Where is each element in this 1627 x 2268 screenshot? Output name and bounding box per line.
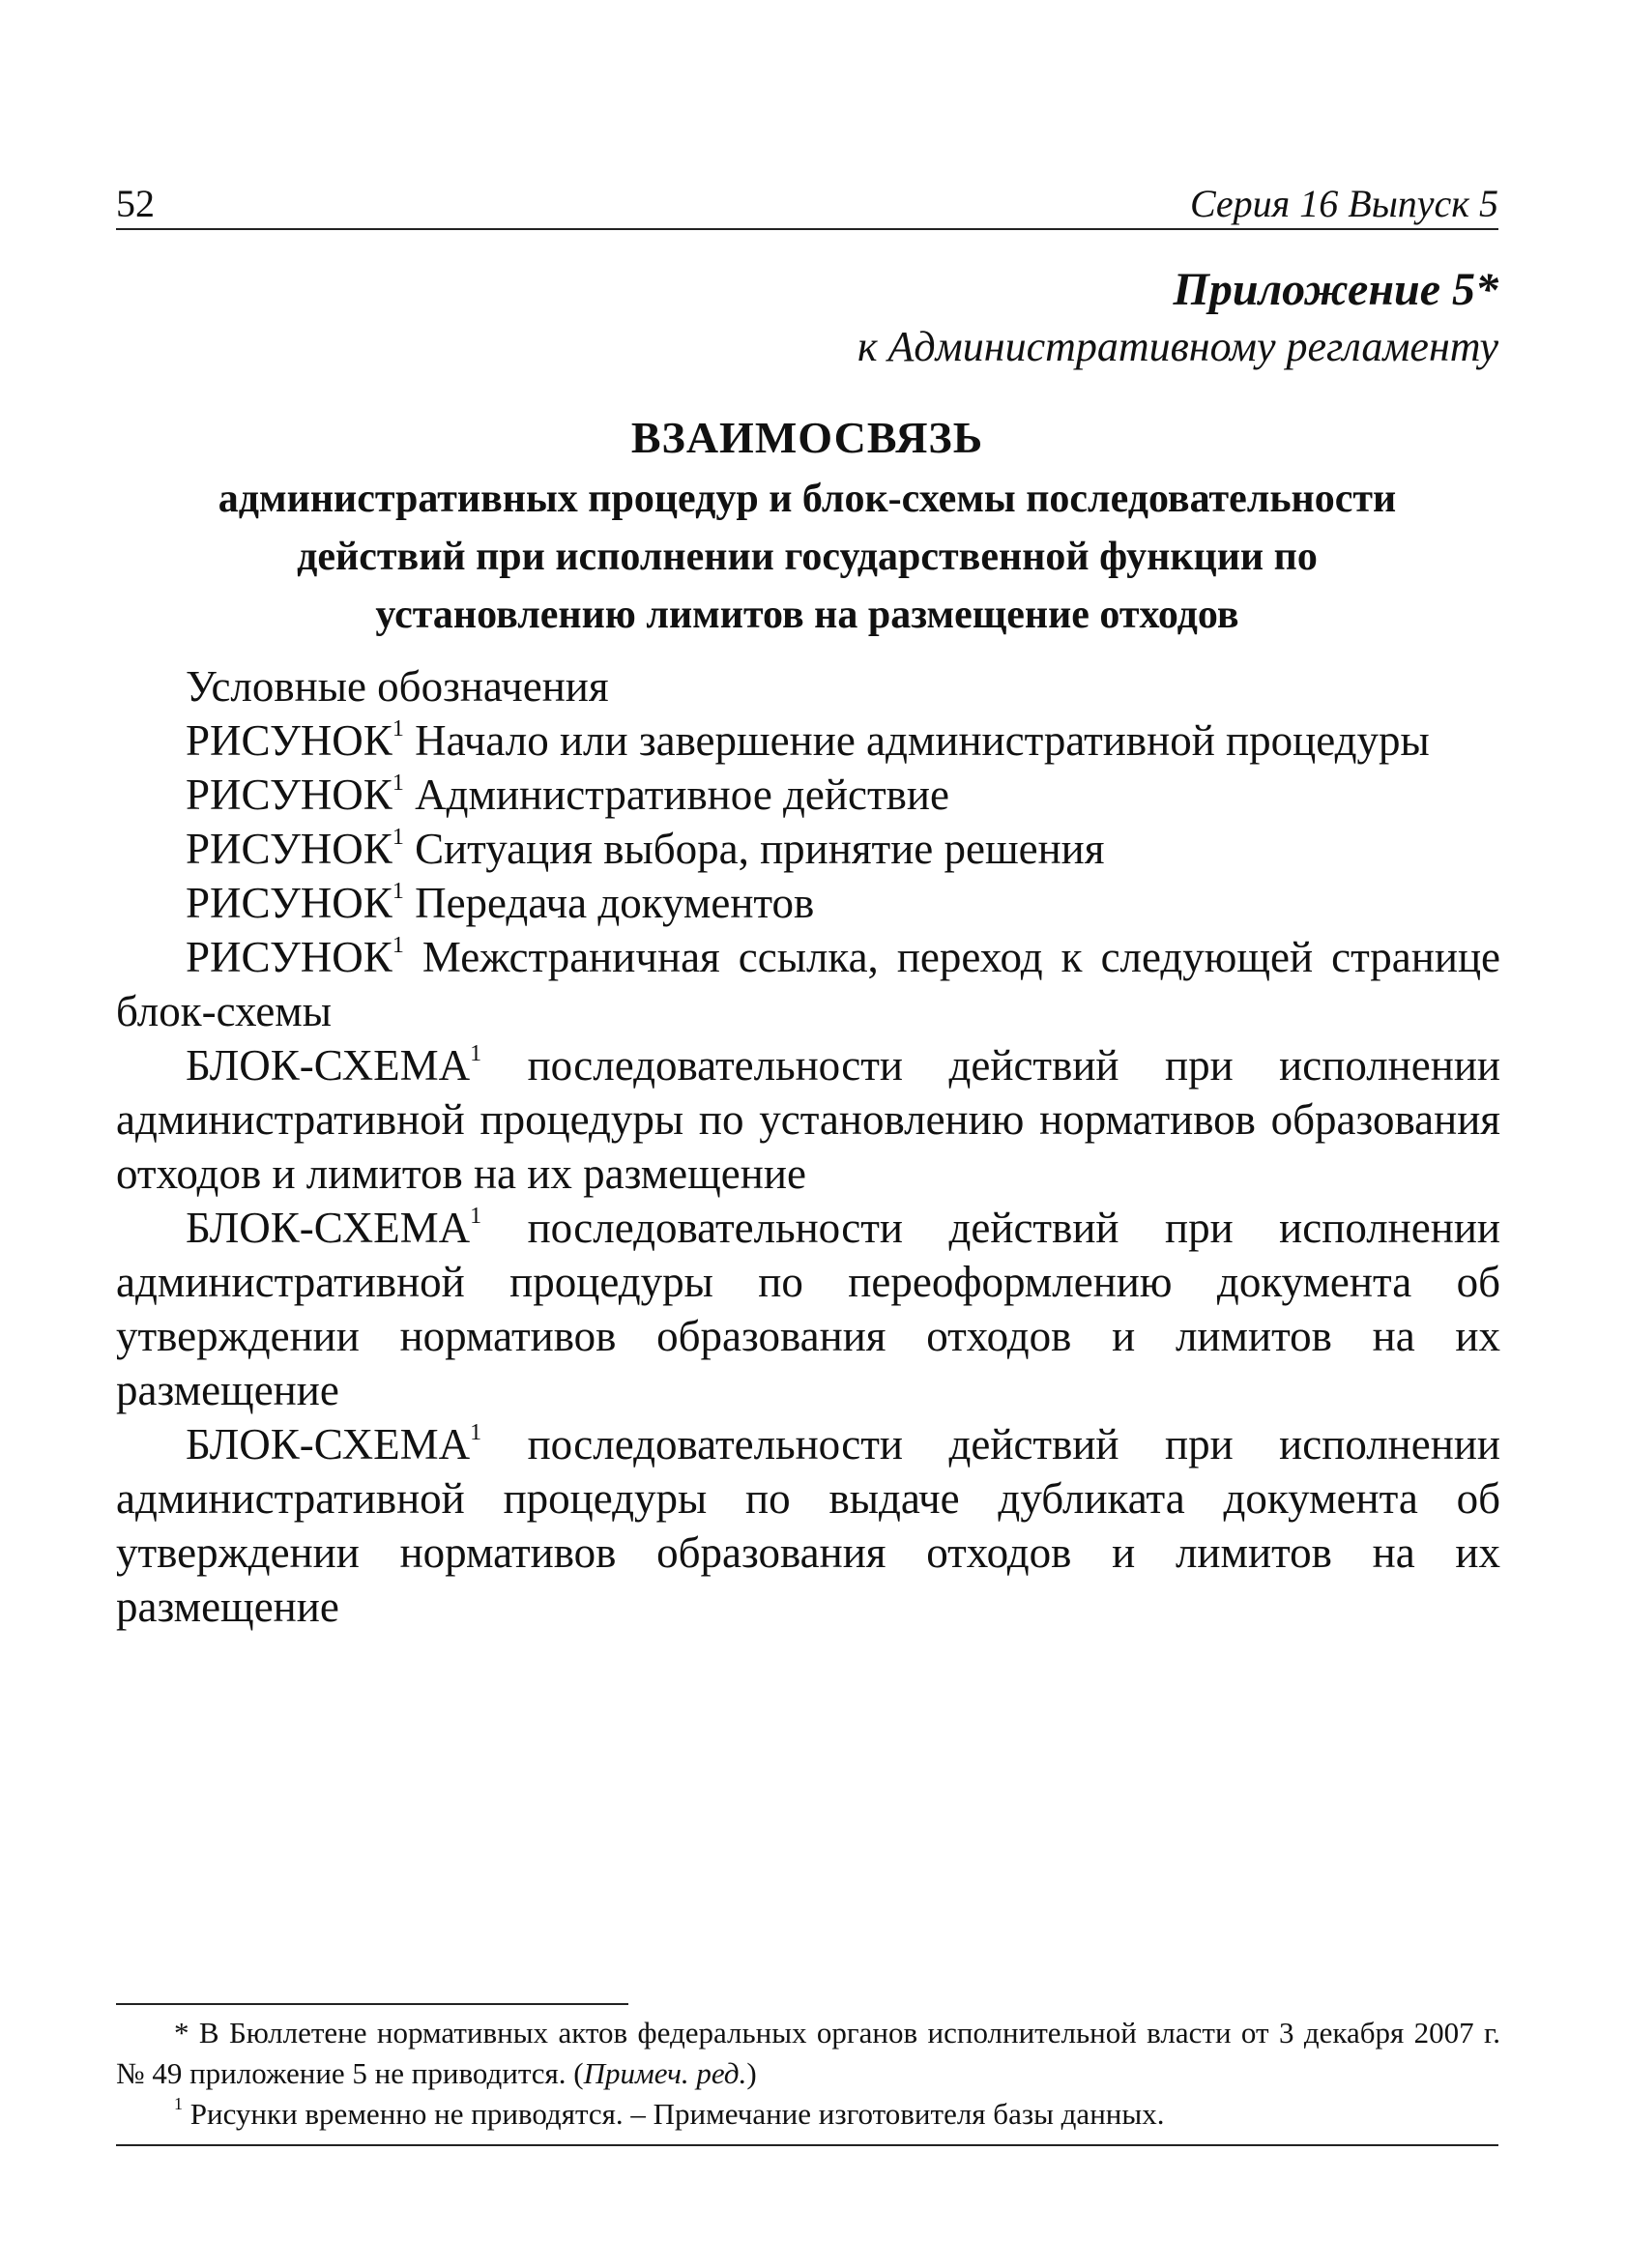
- legend-item: [116, 768, 1500, 822]
- footnote-mark: 1: [470, 1204, 482, 1229]
- legend-text: Начало или завершение административной процедуры: [403, 716, 1430, 765]
- footnote-mark: 1: [470, 1041, 482, 1066]
- subtitle-line: установлению лимитов на размещение отходов: [375, 593, 1239, 637]
- header-rule: [116, 228, 1498, 230]
- legend-label: РИСУНОК: [186, 933, 392, 981]
- scheme-text: последовательности действий при исполнении административной процедуры по переоформлению документа об утверждении нормативов образования отходов и лимитов на их размещение: [116, 1204, 1500, 1414]
- footnote-one: [116, 2094, 1500, 2135]
- scheme-item: [116, 1417, 1500, 1634]
- footnote-star: [116, 2013, 1500, 2094]
- document-title: [116, 406, 1498, 644]
- scheme-text: последовательности действий при исполнении административной процедуры по установлению нормативов образования отходов и лимитов на их размещение: [116, 1041, 1500, 1198]
- legend-text: Передача документов: [403, 879, 815, 927]
- legend-item: [116, 876, 1500, 930]
- appendix-subtitle: к Административному регламенту: [857, 323, 1498, 370]
- series-label: Серия 16 Выпуск 5: [1189, 182, 1498, 225]
- legend-item: [116, 822, 1500, 876]
- footnote-mark: 1: [392, 879, 404, 904]
- editor-note: Примеч. ред.: [583, 2056, 747, 2090]
- footnote-one-text: Рисунки временно не приводятся. – Примечание изготовителя базы данных.: [183, 2097, 1165, 2131]
- scheme-item: [116, 1038, 1500, 1201]
- legend-heading: Условные обозначения: [186, 662, 609, 711]
- footnote-mark: 1: [392, 716, 404, 741]
- legend-label: РИСУНОК: [186, 716, 392, 765]
- legend-label: РИСУНОК: [186, 825, 392, 873]
- bottom-rule: [116, 2144, 1498, 2146]
- footnote-mark: 1: [174, 2093, 183, 2113]
- appendix-heading: [857, 261, 1498, 375]
- scheme-label: БЛОК-СХЕМА: [186, 1420, 471, 1468]
- footnotes: [116, 2013, 1500, 2135]
- footnote-mark: 1: [392, 825, 404, 850]
- legend-label: РИСУНОК: [186, 879, 392, 927]
- body-text: [116, 659, 1500, 1634]
- scheme-label: БЛОК-СХЕМА: [186, 1204, 471, 1252]
- scheme-text: последовательности действий при исполнении административной процедуры по выдаче дубликата документа об утверждении нормативов образования отходов и лимитов на их размещение: [116, 1420, 1500, 1631]
- legend-text: Административное действие: [403, 771, 949, 819]
- appendix-title: Приложение 5*: [1173, 264, 1498, 315]
- legend-item: [116, 930, 1500, 1038]
- legend-item: [116, 713, 1500, 768]
- footnote-mark: 1: [392, 771, 404, 796]
- footnote-mark: 1: [392, 933, 404, 958]
- subtitle-line: действий при исполнении государственной функции по: [297, 535, 1318, 579]
- scheme-item: [116, 1201, 1500, 1417]
- legend-label: РИСУНОК: [186, 771, 392, 819]
- running-header: [116, 180, 1498, 228]
- main-title: ВЗАИМОСВЯЗЬ: [630, 413, 984, 462]
- footnote-rule: [116, 2003, 628, 2005]
- legend-text: Межстраничная ссылка, переход к следующей странице блок-схемы: [116, 933, 1500, 1035]
- footnote-star-close: ): [746, 2056, 757, 2090]
- scheme-label: БЛОК-СХЕМА: [186, 1041, 471, 1090]
- page-number: 52: [116, 182, 155, 225]
- legend-text: Ситуация выбора, принятие решения: [403, 825, 1105, 873]
- footnote-star-text: * В Бюллетене нормативных актов федеральных органов исполнительной власти от 3 декабря 2007 г. № 49 приложение 5 не приводится. (: [116, 2016, 1500, 2090]
- footnote-mark: 1: [470, 1420, 482, 1445]
- subtitle-line: административных процедур и блок-схемы последовательности: [218, 477, 1397, 521]
